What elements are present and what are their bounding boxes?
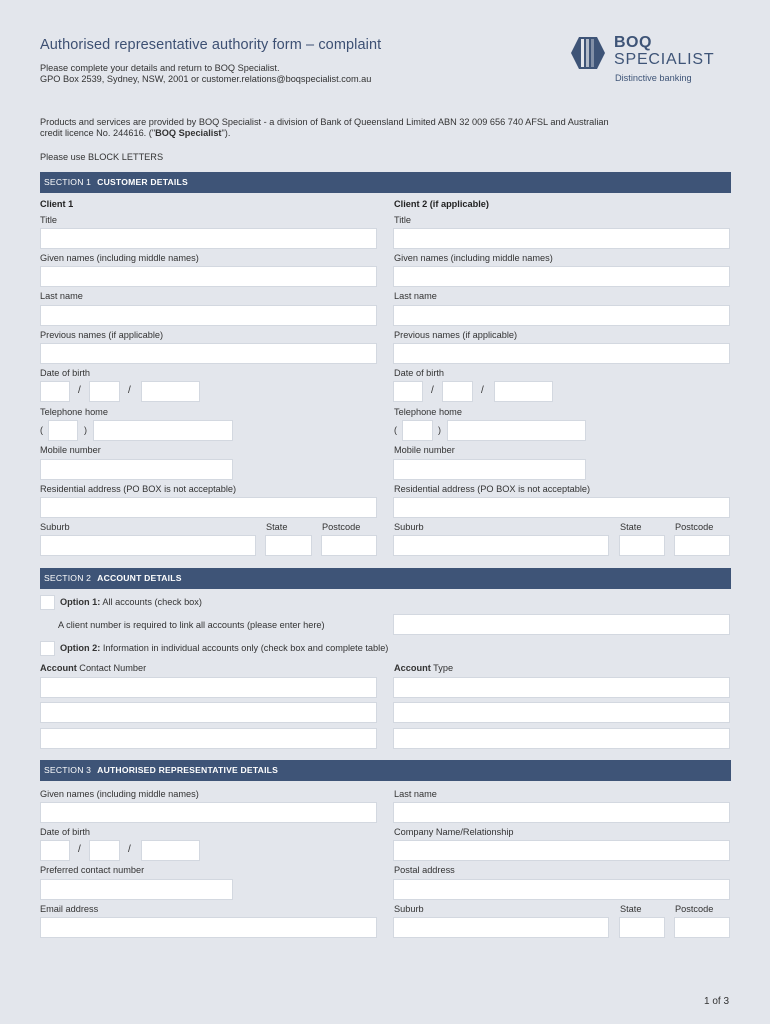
client1-previous-names-label: Previous names (if applicable) xyxy=(40,330,164,340)
dob-slash: / xyxy=(481,385,484,396)
client2-mobile-label: Mobile number xyxy=(394,445,455,455)
paren-close: ) xyxy=(438,425,441,435)
section-number: SECTION 1 xyxy=(44,177,92,187)
rep-given-names-field[interactable] xyxy=(40,802,377,823)
block-letters-note xyxy=(40,152,163,164)
dob-slash: / xyxy=(128,385,131,396)
client1-dob-year-field[interactable] xyxy=(141,381,200,402)
client1-state-label: State xyxy=(266,522,288,532)
section-title: AUTHORISED REPRESENTATIVE DETAILS xyxy=(97,765,279,775)
client1-given-names-label: Given names (including middle names) xyxy=(40,253,199,263)
intro-line-1: Please complete your details and return to BOQ Specialist. xyxy=(40,63,280,73)
logo-word-specialist: SPECIALIST xyxy=(614,51,715,68)
client2-dob-month-field[interactable] xyxy=(442,381,473,402)
client2-suburb-label: Suburb xyxy=(394,522,424,532)
rep-state-field[interactable] xyxy=(619,917,665,938)
client1-title-field[interactable] xyxy=(40,228,377,249)
paren-open: ( xyxy=(40,425,43,435)
client2-given-names-label: Given names (including middle names) xyxy=(394,253,553,263)
client2-state-label: State xyxy=(620,522,642,532)
client2-title-label: Title xyxy=(394,215,412,225)
column-bold: Account xyxy=(394,663,431,673)
rep-contact-field[interactable] xyxy=(40,879,233,900)
products-text-end: "). xyxy=(221,128,231,138)
column-text: Contact Number xyxy=(76,663,147,673)
products-text: credit licence No. 244616. (" xyxy=(40,128,156,138)
rep-email-label: Email address xyxy=(40,904,99,914)
account-type-column-header xyxy=(394,663,453,673)
boq-logo-icon xyxy=(570,36,606,70)
client1-given-names-field[interactable] xyxy=(40,266,377,287)
section-title: ACCOUNT DETAILS xyxy=(97,573,182,583)
client1-last-name-field[interactable] xyxy=(40,305,377,326)
account-type-field-3[interactable] xyxy=(393,728,730,749)
paren-open: ( xyxy=(394,425,397,435)
client1-dob-month-field[interactable] xyxy=(89,381,120,402)
boq-logo xyxy=(570,34,730,86)
option2-checkbox[interactable] xyxy=(40,641,55,656)
client1-suburb-label: Suburb xyxy=(40,522,70,532)
products-line-2 xyxy=(40,128,230,140)
option2-label xyxy=(60,643,388,653)
client2-previous-names-field[interactable] xyxy=(393,343,730,364)
logo-word-boq: BOQ xyxy=(614,34,652,51)
dob-slash: / xyxy=(431,385,434,396)
client2-address-field[interactable] xyxy=(393,497,730,518)
rep-company-field[interactable] xyxy=(393,840,730,861)
rep-given-names-label: Given names (including middle names) xyxy=(40,789,199,799)
client2-state-field[interactable] xyxy=(619,535,665,556)
section-title: CUSTOMER DETAILS xyxy=(97,177,188,187)
client1-area-code-field[interactable] xyxy=(48,420,78,441)
account-type-field-2[interactable] xyxy=(393,702,730,723)
section-3-header xyxy=(40,760,731,781)
client2-last-name-label: Last name xyxy=(394,291,437,301)
option2-bold: Option 2: xyxy=(60,643,101,653)
rep-postal-label: Postal address xyxy=(394,865,455,875)
client2-address-label: Residential address (PO BOX is not acceptable) xyxy=(394,484,591,494)
client2-postcode-label: Postcode xyxy=(675,522,714,532)
client1-mobile-label: Mobile number xyxy=(40,445,101,455)
client2-postcode-field[interactable] xyxy=(674,535,730,556)
client1-postcode-label: Postcode xyxy=(322,522,361,532)
rep-state-label: State xyxy=(620,904,642,914)
account-contact-field-1[interactable] xyxy=(40,677,377,698)
section-1-header xyxy=(40,172,731,193)
client2-suburb-field[interactable] xyxy=(393,535,609,556)
option1-label xyxy=(60,597,202,607)
dob-slash: / xyxy=(78,844,81,855)
rep-last-name-field[interactable] xyxy=(393,802,730,823)
paren-close: ) xyxy=(84,425,87,435)
column-bold: Account xyxy=(40,663,77,673)
client2-heading: Client 2 (if applicable) xyxy=(394,199,489,209)
client2-dob-label: Date of birth xyxy=(394,368,445,378)
rep-contact-label: Preferred contact number xyxy=(40,865,145,875)
rep-postal-field[interactable] xyxy=(393,879,730,900)
option2-text: Information in individual accounts only (check box and complete table) xyxy=(100,643,389,653)
rep-company-label: Company Name/Relationship xyxy=(394,827,514,837)
rep-dob-year-field[interactable] xyxy=(141,840,200,861)
rep-postcode-field[interactable] xyxy=(674,917,730,938)
client1-last-name-label: Last name xyxy=(40,291,83,301)
account-contact-field-3[interactable] xyxy=(40,728,377,749)
client1-dob-label: Date of birth xyxy=(40,368,91,378)
option1-text: All accounts (check box) xyxy=(100,597,202,607)
client2-telephone-field[interactable] xyxy=(447,420,586,441)
client1-telephone-label: Telephone home xyxy=(40,407,108,417)
rep-postcode-label: Postcode xyxy=(675,904,714,914)
rep-suburb-field[interactable] xyxy=(393,917,609,938)
client1-title-label: Title xyxy=(40,215,58,225)
client2-given-names-field[interactable] xyxy=(393,266,730,287)
account-contact-field-2[interactable] xyxy=(40,702,377,723)
client1-postcode-field[interactable] xyxy=(321,535,377,556)
client2-mobile-field[interactable] xyxy=(393,459,586,480)
block-letters-pre: Please use xyxy=(40,152,89,162)
page-number: 1 of 3 xyxy=(704,996,730,1007)
client-number-field[interactable] xyxy=(393,614,730,635)
client2-last-name-field[interactable] xyxy=(393,305,730,326)
option1-checkbox[interactable] xyxy=(40,595,55,610)
client2-telephone-label: Telephone home xyxy=(394,407,462,417)
client1-previous-names-field[interactable] xyxy=(40,343,377,364)
client-number-label: A client number is required to link all accounts (please enter here) xyxy=(58,620,325,630)
dob-slash: / xyxy=(78,385,81,396)
form-title: Authorised representative authority form – complaint xyxy=(40,37,382,53)
client1-mobile-field[interactable] xyxy=(40,459,233,480)
client1-dob-day-field[interactable] xyxy=(40,381,70,402)
column-text: Type xyxy=(430,663,454,673)
rep-dob-month-field[interactable] xyxy=(89,840,120,861)
logo-tagline: Distinctive banking xyxy=(615,73,692,83)
option1-bold: Option 1: xyxy=(60,597,101,607)
account-type-field-1[interactable] xyxy=(393,677,730,698)
client2-dob-year-field[interactable] xyxy=(494,381,553,402)
intro-line-2: GPO Box 2539, Sydney, NSW, 2001 or customer.relations@boqspecialist.com.au xyxy=(40,74,372,84)
products-line-1: Products and services are provided by BOQ Specialist - a division of Bank of Queensland Limited ABN 32 009 656 740 AFSL and Australian xyxy=(40,117,609,127)
dob-slash: / xyxy=(128,844,131,855)
client2-title-field[interactable] xyxy=(393,228,730,249)
block-letters-text: BLOCK LETTERS xyxy=(88,152,164,162)
section-number: SECTION 2 xyxy=(44,573,92,583)
section-2-header xyxy=(40,568,731,589)
client1-address-label: Residential address (PO BOX is not acceptable) xyxy=(40,484,237,494)
client1-suburb-field[interactable] xyxy=(40,535,256,556)
client2-previous-names-label: Previous names (if applicable) xyxy=(394,330,518,340)
account-contact-column-header xyxy=(40,663,146,673)
rep-email-field[interactable] xyxy=(40,917,377,938)
client2-dob-day-field[interactable] xyxy=(393,381,423,402)
client2-area-code-field[interactable] xyxy=(402,420,433,441)
client1-telephone-field[interactable] xyxy=(93,420,233,441)
section-number: SECTION 3 xyxy=(44,765,92,775)
rep-suburb-label: Suburb xyxy=(394,904,424,914)
rep-dob-label: Date of birth xyxy=(40,827,91,837)
products-bold: BOQ Specialist xyxy=(155,128,222,138)
client1-address-field[interactable] xyxy=(40,497,377,518)
client1-state-field[interactable] xyxy=(265,535,312,556)
rep-last-name-label: Last name xyxy=(394,789,437,799)
client1-heading: Client 1 xyxy=(40,199,74,209)
rep-dob-day-field[interactable] xyxy=(40,840,70,861)
